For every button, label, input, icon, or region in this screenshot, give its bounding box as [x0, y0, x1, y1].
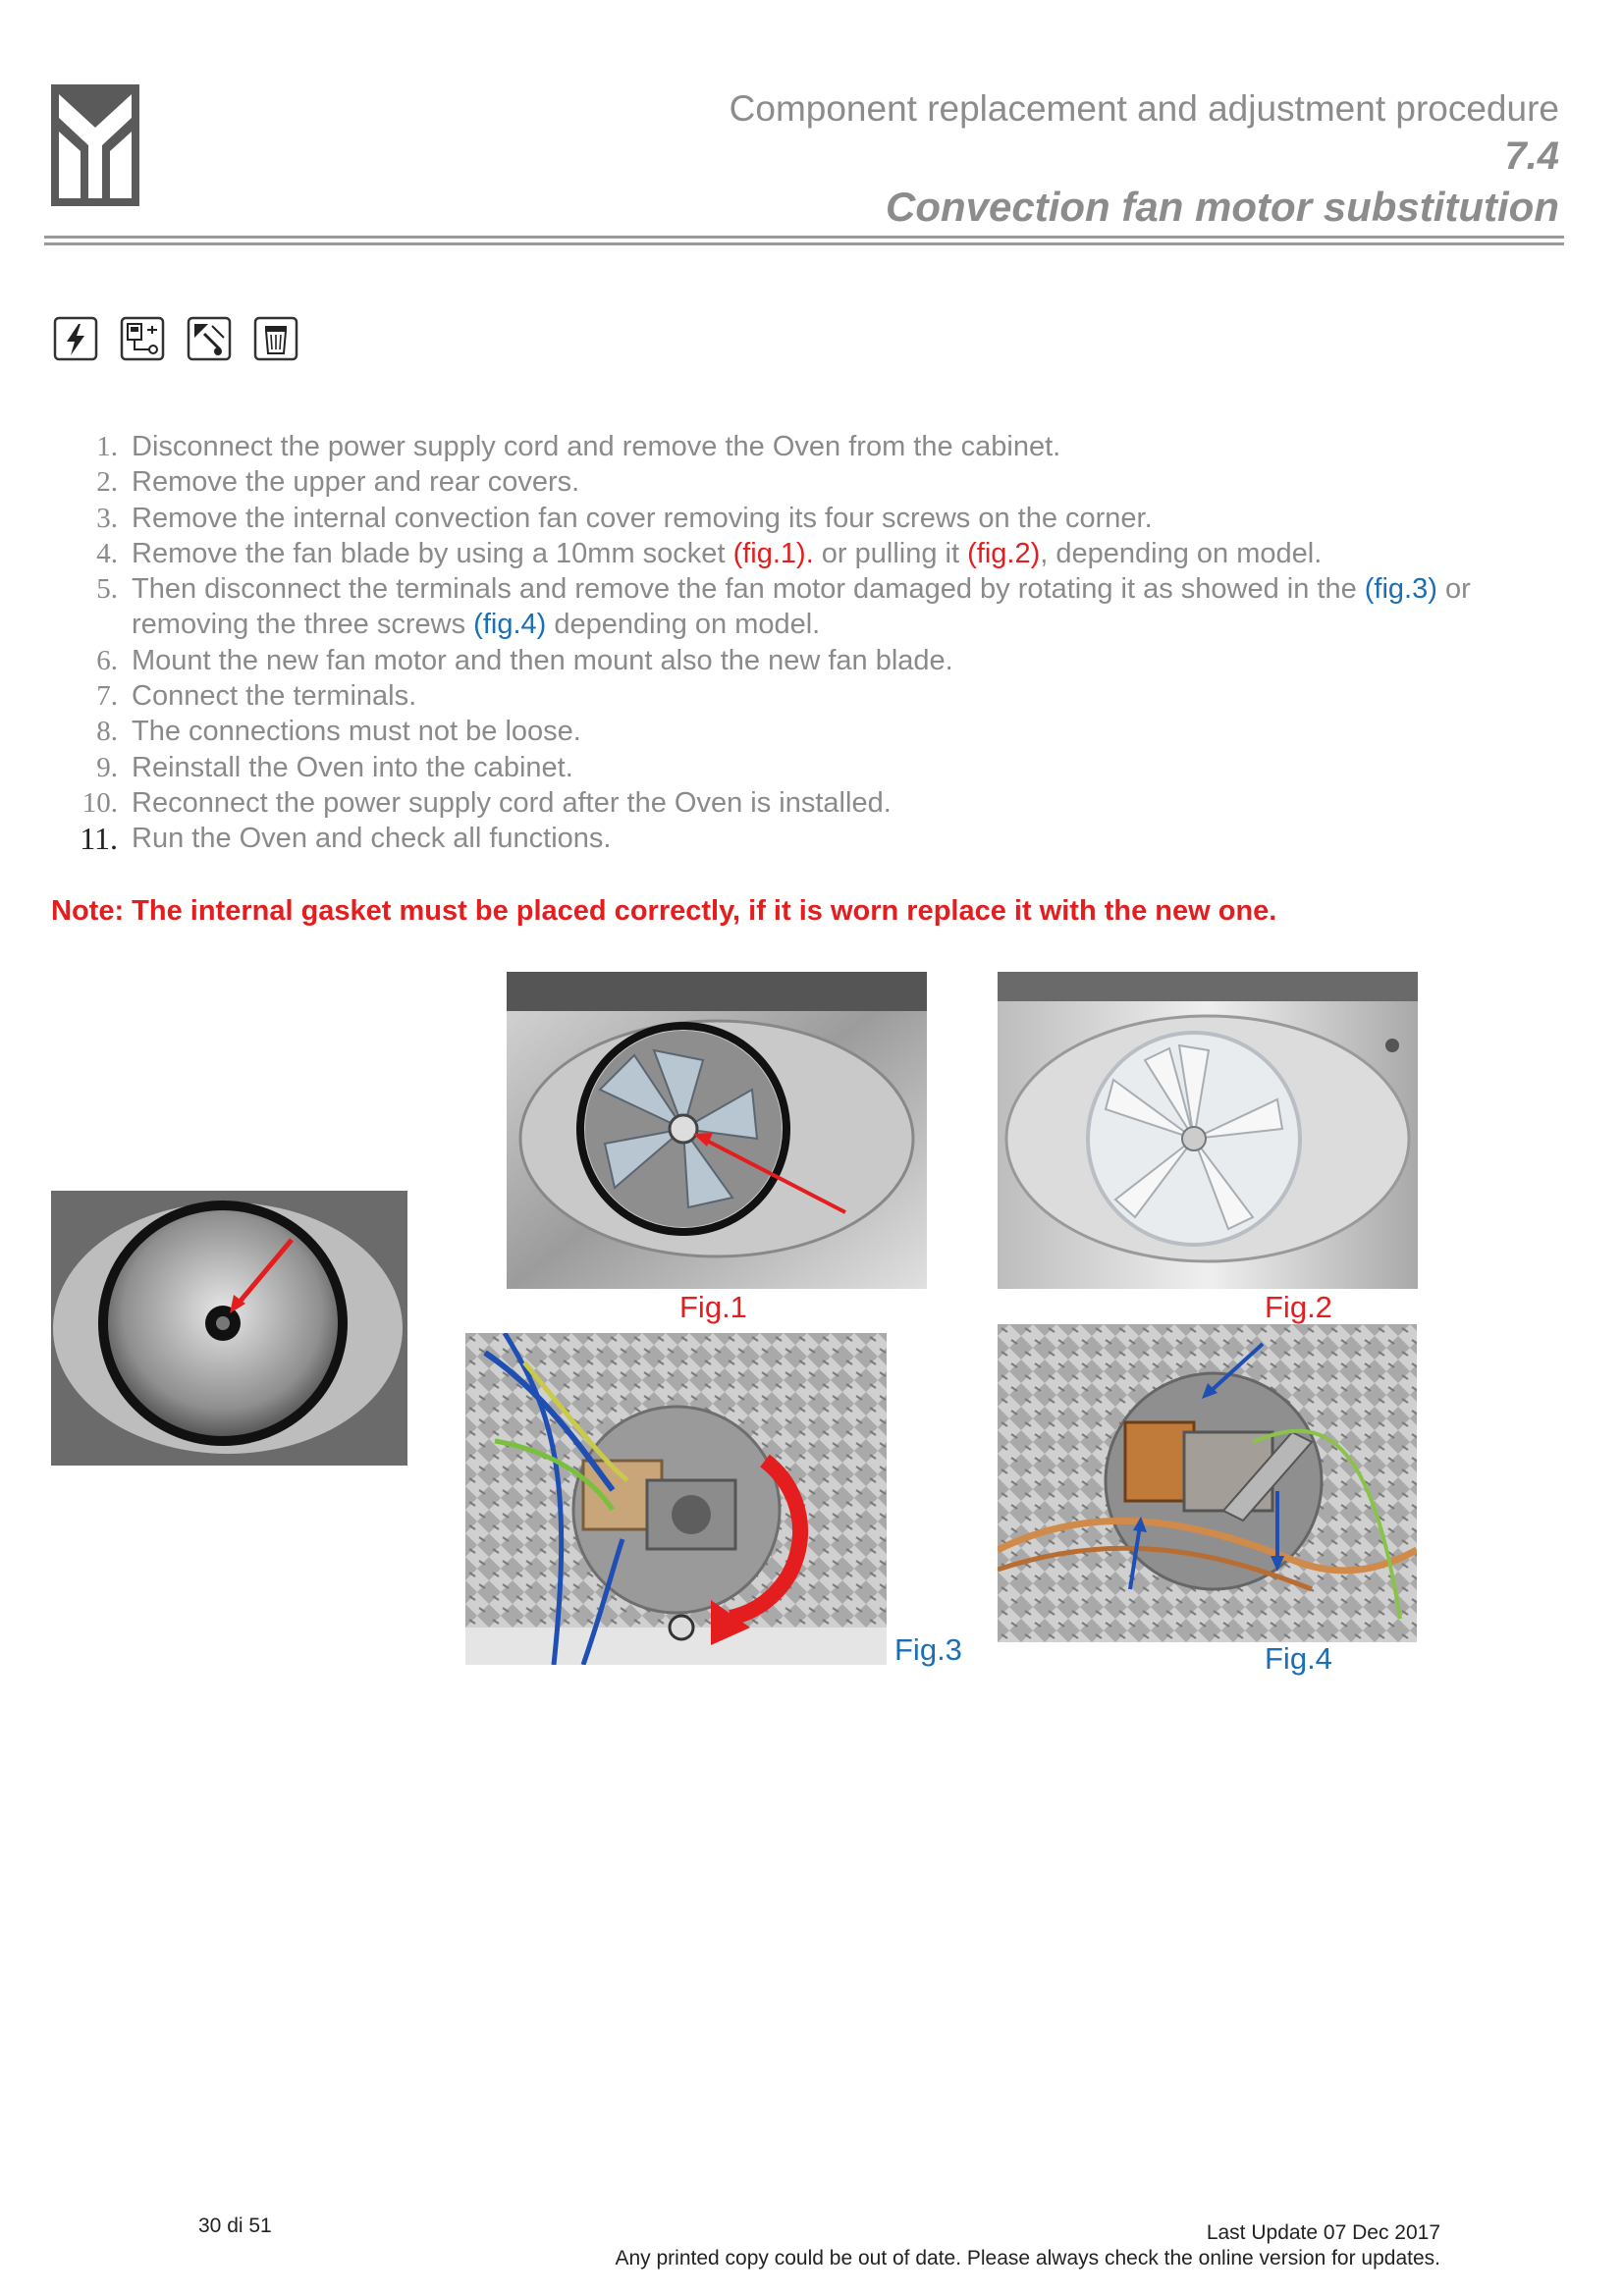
- fig1-photo: [507, 972, 927, 1289]
- fig1-reference: (fig.1).: [732, 537, 814, 569]
- footer-disclaimer: Any printed copy could be out of date. Please always check the online version for updates.: [615, 2247, 1440, 2269]
- step-item: 4. Remove the fan blade by using a 10mm socket (fig.1). or pulling it (fig.2), depending on model.: [96, 537, 1323, 569]
- fig1-caption: Fig.1: [679, 1290, 747, 1324]
- fig4-photo: [998, 1324, 1417, 1642]
- page-number: 30 di 51: [198, 2215, 272, 2237]
- safety-icons: [53, 316, 298, 361]
- hazard-warning-icon: [187, 316, 232, 361]
- fig3-reference: (fig.3): [1364, 573, 1437, 606]
- step-item: 7. Connect the terminals.: [96, 680, 417, 713]
- fig4-reference: (fig.4): [473, 609, 547, 641]
- fig2-photo: [998, 972, 1418, 1289]
- step-item: 2. Remove the upper and rear covers.: [96, 466, 580, 499]
- step-item: 11. Run the Oven and check all functions.: [80, 821, 612, 857]
- step-item: 8. The connections must not be loose.: [96, 716, 581, 748]
- step-item: 10. Reconnect the power supply cord after the Oven is installed.: [81, 786, 892, 819]
- step-item: 5. Then disconnect the terminals and remove the fan motor damaged by rotating it as showed in the (fig.3) or removing the three screws (fig.4) depending on model.: [96, 573, 1471, 641]
- brand-logo: [51, 84, 139, 206]
- fig2-reference: (fig.2): [967, 537, 1041, 569]
- step-item: 3. Remove the internal convection fan cover removing its four screws on the corner.: [96, 502, 1153, 534]
- fig2-caption: Fig.2: [1265, 1290, 1332, 1324]
- step-item: 6. Mount the new fan motor and then mount also the new fan blade.: [96, 644, 953, 676]
- fan-nut-photo: [51, 1191, 407, 1466]
- section-number: 7.4: [1504, 134, 1559, 178]
- recycle-bin-icon: [253, 316, 298, 361]
- fig3-photo: [465, 1333, 887, 1665]
- electrical-hazard-icon: [53, 316, 98, 361]
- document-title: Component replacement and adjustment procedure: [729, 88, 1559, 129]
- header-rule: [44, 236, 1564, 239]
- procedure-steps: [63, 429, 1555, 857]
- last-update: Last Update 07 Dec 2017: [1206, 2221, 1440, 2244]
- step-item: 1. Disconnect the power supply cord and remove the Oven from the cabinet.: [96, 431, 1061, 462]
- section-title: Convection fan motor substitution: [886, 184, 1559, 230]
- step-item: 9. Reinstall the Oven into the cabinet.: [96, 751, 573, 783]
- gasket-note: Note: The internal gasket must be placed correctly, if it is worn replace it with the new one.: [51, 895, 1277, 927]
- disconnect-power-icon: [120, 316, 165, 361]
- header-rule: [44, 242, 1564, 245]
- fig4-caption: Fig.4: [1265, 1641, 1332, 1676]
- fig3-caption: Fig.3: [894, 1632, 962, 1667]
